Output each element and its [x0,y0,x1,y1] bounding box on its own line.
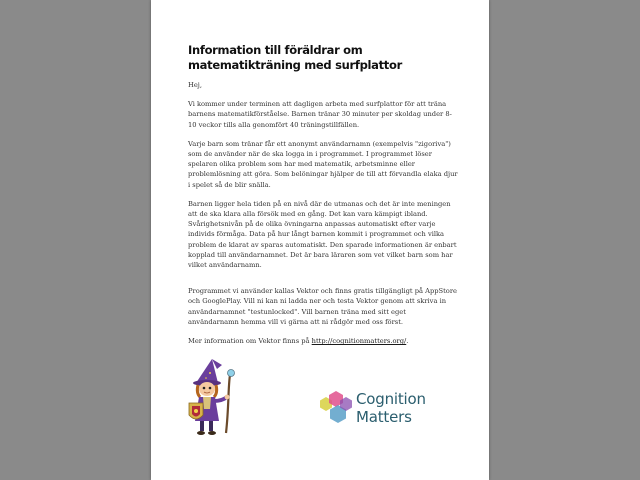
logo-line-matters: Matters [356,408,412,426]
document-body [188,43,458,355]
paragraph-program: Programmet vi använder kallas Vektor och finns gratis tillgängligt på AppStore och GooglePlay. Vill ni kan ni ladda ner och testa Vektor genom att skriva in användarnamnet "testunlocked". Vill barnen träna med sitt eget användarnamn hemma vill vi gärna att ni rådgör med oss först. [188,287,457,326]
more-info-prefix: Mer information om Vektor finns på [188,337,312,346]
logo-line-cognition: Cognition [356,390,426,408]
greeting: Hej, [188,81,202,89]
more-info-suffix: . [406,337,409,346]
logo-wordmark [356,390,426,426]
paragraph-username: Varje barn som tränar får ett anonymt användarnamn (exempelvis "zigoriva") som de använder när de ska logga in i programmet. I programmet löser spelaren olika problem som har med matematik, arbetsminne eller problemlösning att göra. Som belöningar hjälper de till att förvandla elaka djur i spelet så de blir snälla. [188,139,458,189]
paragraph-difficulty: Barnen ligger hela tiden på en nivå där de utmanas och det är inte meningen att de ska klara alla försök med en gång. Det kan vara kämpigt ibland. Svårighetsnivån på de olika övningarna anpassas automatiskt efter varje individs förmåga. Data på hur långt barnen kommit i programmet och vilka problem de klarat av sparas automatiskt. Den sparade informationen är enbart kopplad till användarnamnet. Det är bara läraren som vet vilket barn som har vilket användarnamn. [188,199,457,270]
cognition-matters-logo [316,388,441,430]
document-title: Information till föräldrar om matematikträning med surfplattor [188,43,402,72]
more-info [188,336,458,346]
hexagon-logo-icon [316,388,356,430]
paragraph-intro: Vi kommer under terminen att dagligen arbeta med surfplattor för att träna barnens matematikförståelse. Barnen tränar 30 minuter per skoldag under 8-10 veckor tills alla genomfört 40 träningstillfällen. [188,100,452,129]
wizard-mascot-illustration [188,357,240,437]
document-page [151,0,489,480]
cognition-matters-link[interactable]: http://cognitionmatters.org/ [311,337,407,346]
